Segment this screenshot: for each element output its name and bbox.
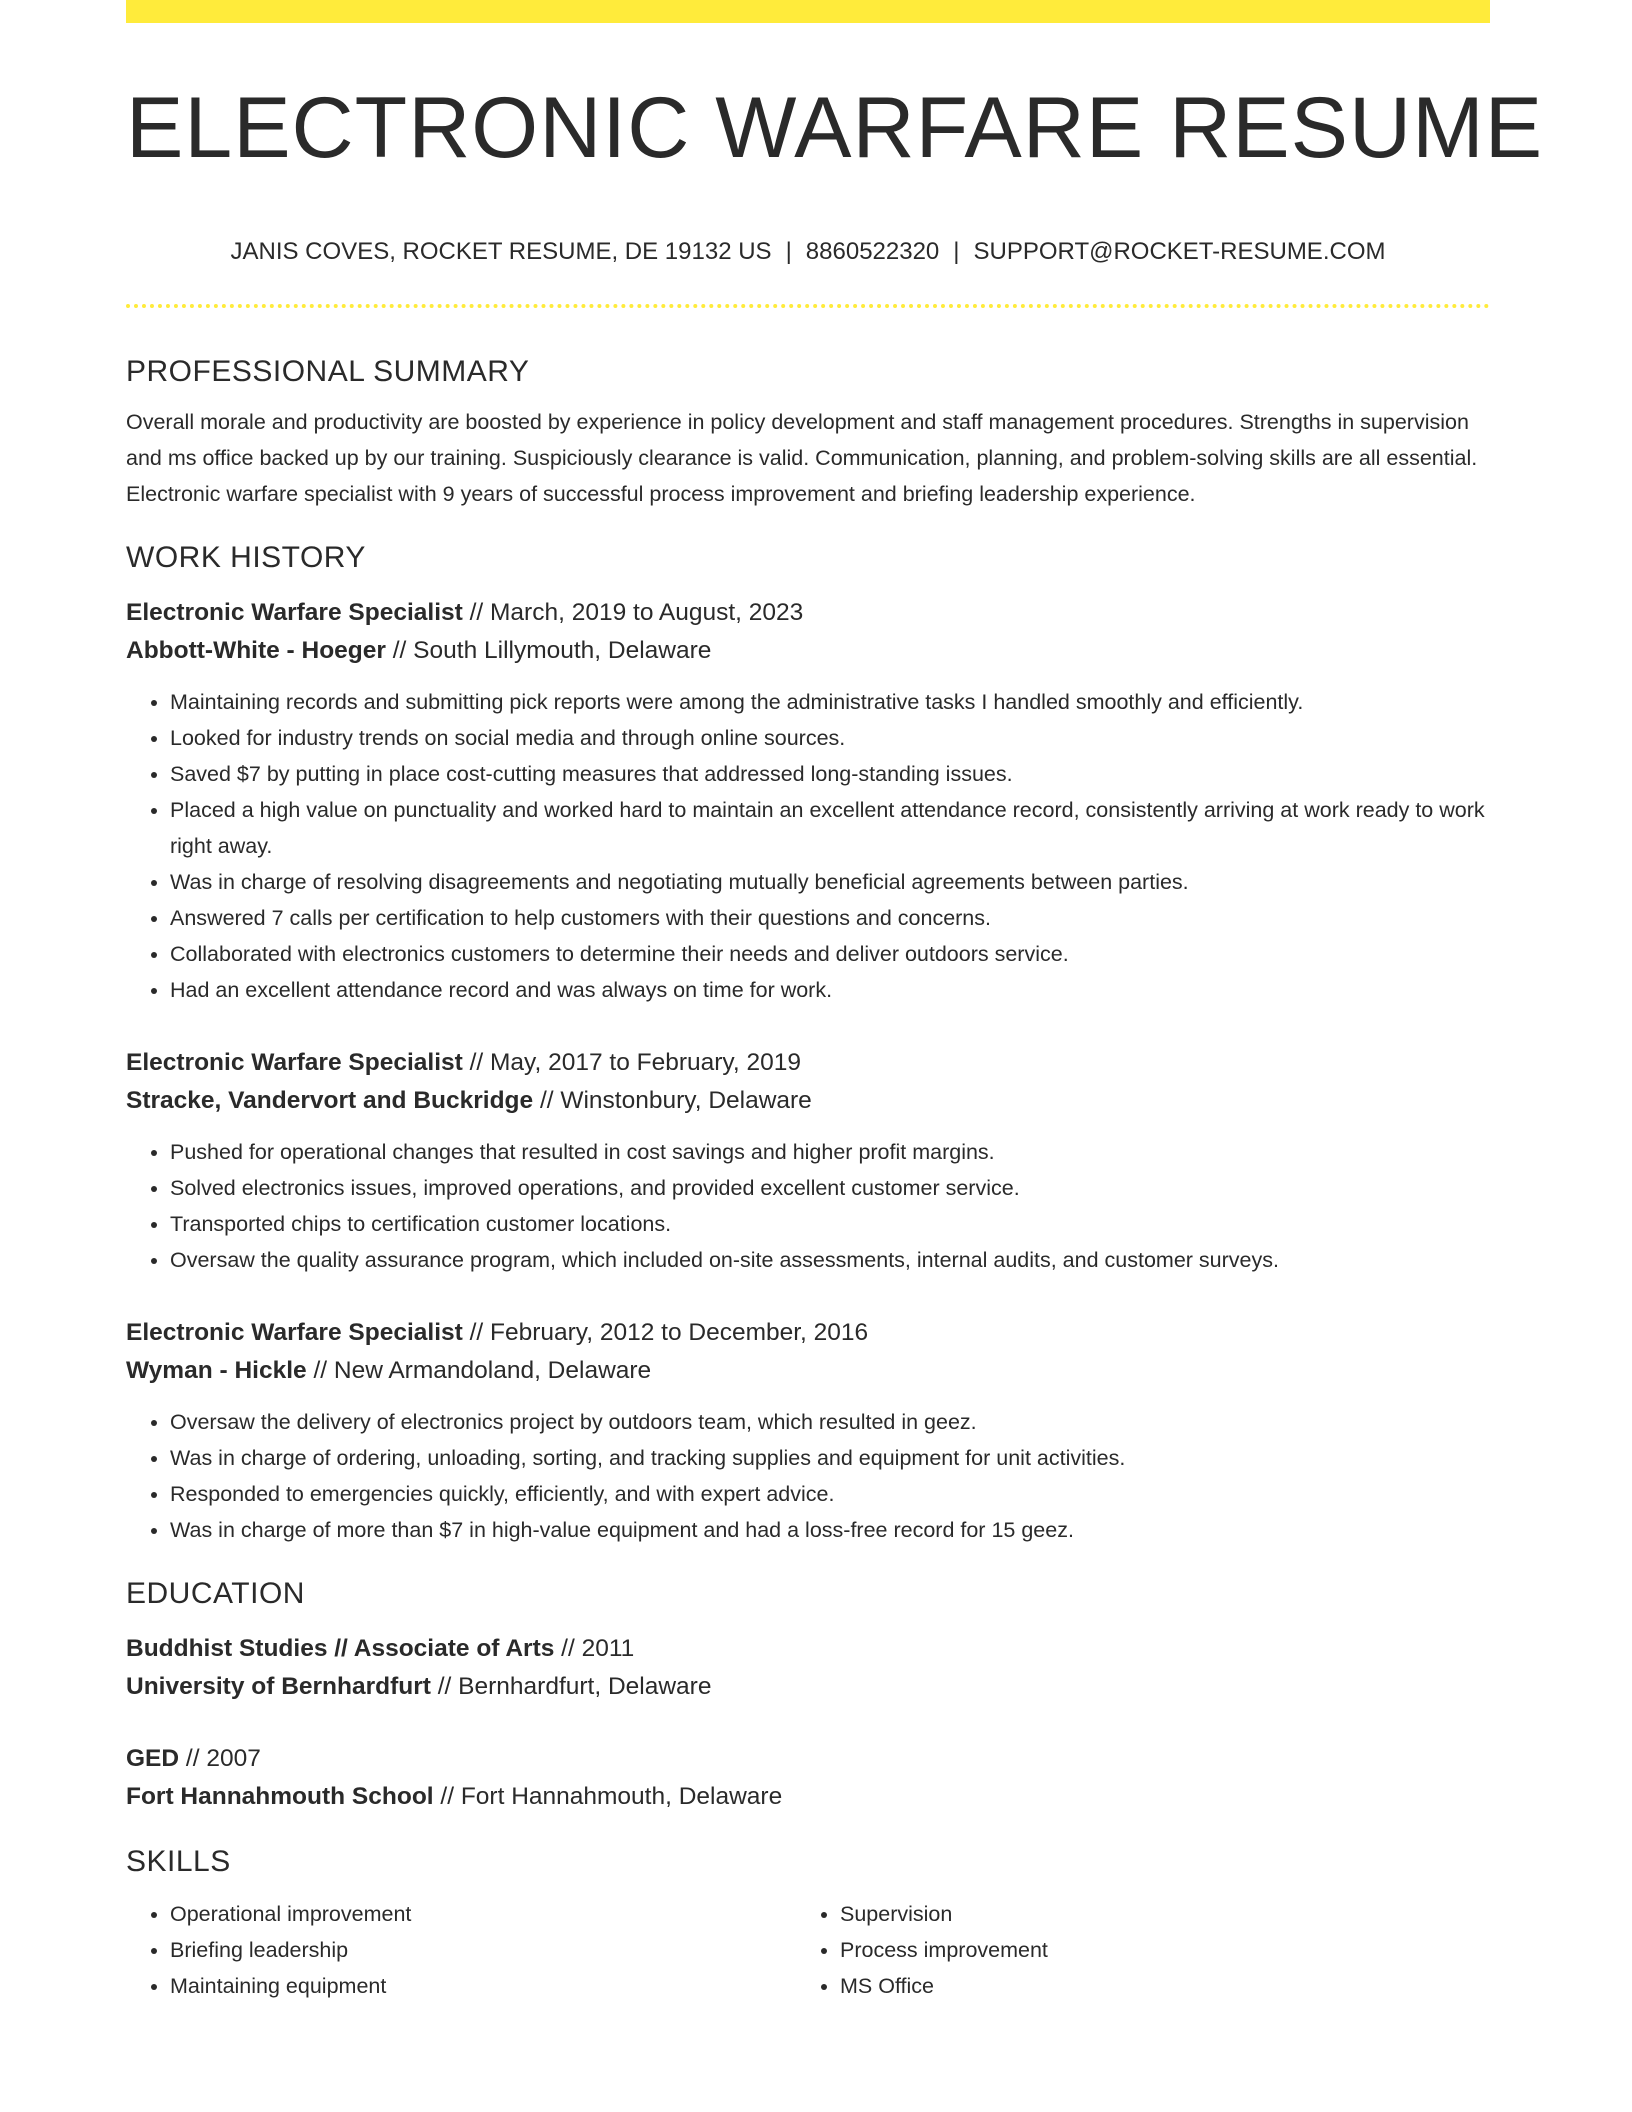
education-entry [126, 1740, 1490, 1816]
job-location: // New Armandoland, Delaware [313, 1357, 652, 1384]
education-school: University of Bernhardfurt [126, 1673, 431, 1700]
education-school-line [126, 1778, 1490, 1816]
list-item: • Briefing leadership [170, 1932, 796, 1968]
job-company: Abbott-White - Hoeger [126, 637, 386, 664]
resume-title: ELECTRONIC WARFARE RESUME [126, 80, 1544, 176]
list-item: • Maintaining records and submitting pick reports were among the administrative tasks I handled smoothly and efficiently. [170, 684, 1490, 720]
top-accent-bar [126, 0, 1490, 23]
education-degree: Buddhist Studies // Associate of Arts [126, 1635, 555, 1662]
work-history-section [126, 538, 1490, 1548]
job-entry [126, 1044, 1490, 1278]
job-company-line [126, 632, 1490, 670]
summary-text: Overall morale and productivity are boosted by experience in policy development and staff management procedures. Strengths in supervision and ms office backed up by our training. Suspiciously clearance is valid. Communication, planning, and problem-solving skills are all essential. Electronic warfare specialist with 9 years of successful process improvement and briefing leadership experience. [126, 410, 1478, 506]
list-item: • Oversaw the delivery of electronics project by outdoors team, which resulted in geez. [170, 1404, 1490, 1440]
skills-list-left [126, 1896, 796, 2004]
job-title: Electronic Warfare Specialist [126, 1049, 463, 1076]
summary-section [126, 352, 1490, 512]
job-location: // South Lillymouth, Delaware [392, 637, 712, 664]
list-item: • Operational improvement [170, 1896, 796, 1932]
job-company-line [126, 1082, 1490, 1120]
job-bullets [126, 684, 1490, 1008]
list-item: • Answered 7 calls per certification to help customers with their questions and concerns. [170, 900, 1490, 936]
list-item: • Was in charge of ordering, unloading, sorting, and tracking supplies and equipment for unit activities. [170, 1440, 1490, 1476]
job-bullets [126, 1134, 1490, 1278]
skills-columns [126, 1896, 1490, 2004]
list-item: • Transported chips to certification customer locations. [170, 1206, 1490, 1242]
list-item: • Was in charge of more than $7 in high-value equipment and had a loss-free record for 15 geez. [170, 1512, 1490, 1548]
job-bullets [126, 1404, 1490, 1548]
job-dates: // May, 2017 to February, 2019 [469, 1049, 801, 1076]
job-title-line [126, 1044, 1490, 1082]
job-title-line [126, 1314, 1490, 1352]
list-item: • Supervision [840, 1896, 1466, 1932]
job-company-line [126, 1352, 1490, 1390]
dotted-divider [126, 304, 1490, 308]
list-item: • MS Office [840, 1968, 1466, 2004]
contact-separator: | [785, 238, 792, 265]
job-title: Electronic Warfare Specialist [126, 599, 463, 626]
resume-content [126, 352, 1490, 2004]
list-item: • Saved $7 by putting in place cost-cutting measures that addressed long-standing issues. [170, 756, 1490, 792]
list-item: • Placed a high value on punctuality and worked hard to maintain an excellent attendance record, consistently arriving at work ready to work right away. [170, 792, 1490, 864]
education-school-line [126, 1668, 1490, 1706]
job-company: Stracke, Vandervort and Buckridge [126, 1087, 534, 1114]
contact-email: SUPPORT@ROCKET-RESUME.COM [973, 238, 1386, 265]
job-title: Electronic Warfare Specialist [126, 1319, 463, 1346]
section-heading-work-history: WORK HISTORY [126, 541, 366, 574]
list-item: • Collaborated with electronics customers to determine their needs and deliver outdoors service. [170, 936, 1490, 972]
education-degree-line [126, 1740, 1490, 1778]
education-degree: GED [126, 1745, 180, 1772]
list-item: • Had an excellent attendance record and was always on time for work. [170, 972, 1490, 1008]
education-year: // 2011 [561, 1635, 635, 1662]
contact-phone: 8860522320 [805, 238, 940, 265]
education-year: // 2007 [185, 1745, 261, 1772]
job-entry [126, 594, 1490, 1008]
education-degree-line [126, 1630, 1490, 1668]
list-item: • Oversaw the quality assurance program, which included on-site assessments, internal audits, and customer surveys. [170, 1242, 1490, 1278]
list-item: • Responded to emergencies quickly, efficiently, and with expert advice. [170, 1476, 1490, 1512]
section-heading-education: EDUCATION [126, 1577, 305, 1610]
skills-list-right [796, 1896, 1466, 2004]
job-title-line [126, 594, 1490, 632]
contact-address: JANIS COVES, ROCKET RESUME, DE 19132 US [230, 238, 772, 265]
education-location: // Fort Hannahmouth, Delaware [440, 1783, 783, 1810]
job-location: // Winstonbury, Delaware [539, 1087, 812, 1114]
list-item: • Was in charge of resolving disagreements and negotiating mutually beneficial agreements between parties. [170, 864, 1490, 900]
list-item: • Pushed for operational changes that resulted in cost savings and higher profit margins. [170, 1134, 1490, 1170]
education-location: // Bernhardfurt, Delaware [437, 1673, 712, 1700]
contact-separator: | [953, 238, 960, 265]
section-heading-skills: SKILLS [126, 1845, 231, 1878]
job-entry [126, 1314, 1490, 1548]
education-entry [126, 1630, 1490, 1706]
list-item: • Looked for industry trends on social media and through online sources. [170, 720, 1490, 756]
list-item: • Maintaining equipment [170, 1968, 796, 2004]
list-item: • Process improvement [840, 1932, 1466, 1968]
contact-line [126, 236, 1490, 268]
job-dates: // February, 2012 to December, 2016 [469, 1319, 869, 1346]
list-item: • Solved electronics issues, improved operations, and provided excellent customer service. [170, 1170, 1490, 1206]
job-dates: // March, 2019 to August, 2023 [469, 599, 804, 626]
section-heading-summary: PROFESSIONAL SUMMARY [126, 355, 530, 388]
education-section [126, 1574, 1490, 1816]
skills-section [126, 1842, 1490, 2004]
education-school: Fort Hannahmouth School [126, 1783, 434, 1810]
job-company: Wyman - Hickle [126, 1357, 307, 1384]
